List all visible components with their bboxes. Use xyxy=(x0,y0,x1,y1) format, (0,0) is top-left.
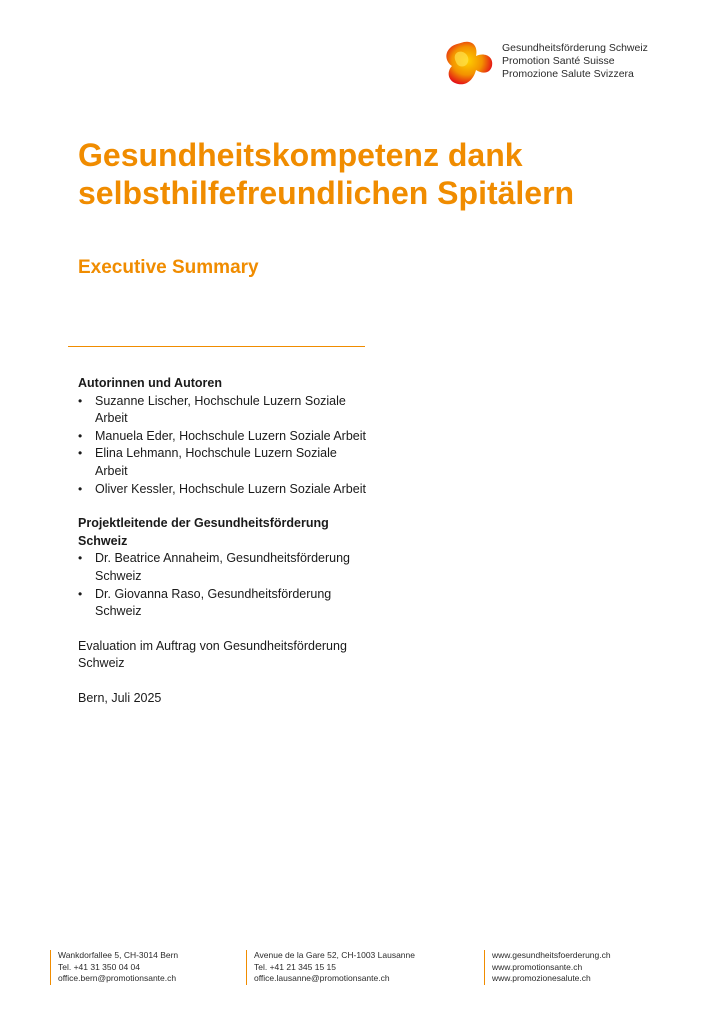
organization-logo xyxy=(444,40,684,86)
place-date: Bern, Juli 2025 xyxy=(78,690,162,705)
page-footer xyxy=(0,950,724,990)
divider-line xyxy=(68,346,365,347)
title-line-1: Gesundheitskompetenz dank xyxy=(78,137,523,173)
author-name: Oliver Kessler, Hochschule Luzern Soziale Arbeit xyxy=(95,481,366,496)
title-line-2: selbsthilfefreundlichen Spitälern xyxy=(78,175,575,211)
authors-list xyxy=(78,393,368,499)
list-item xyxy=(78,481,368,499)
credits-section xyxy=(78,375,368,708)
authors-heading: Autorinnen und Autoren xyxy=(78,376,222,390)
list-item xyxy=(78,550,368,585)
logo-text xyxy=(502,42,648,81)
footer-bern xyxy=(50,950,178,985)
list-item xyxy=(78,393,368,428)
footer-web-link-fr[interactable]: www.promotionsante.ch xyxy=(492,961,583,972)
logo-mark-icon xyxy=(444,40,496,86)
footer-lausanne-address: Avenue de la Gare 52, CH-1003 Lausanne xyxy=(254,950,415,960)
footer-lausanne-phone: Tel. +41 21 345 15 15 xyxy=(254,961,336,972)
document-title xyxy=(78,136,678,212)
project-leads-list xyxy=(78,550,368,620)
evaluation-note: Evaluation im Auftrag von Gesundheitsförderung Schweiz xyxy=(78,638,347,671)
list-item xyxy=(78,586,368,621)
footer-bern-address: Wankdorfallee 5, CH-3014 Bern xyxy=(58,950,179,960)
author-name: Manuela Eder, Hochschule Luzern Soziale Arbeit xyxy=(95,428,366,443)
list-item xyxy=(78,428,368,446)
project-lead-name: Dr. Giovanna Raso, Gesundheitsförderung Schweiz xyxy=(95,586,332,619)
bullet-icon: • xyxy=(78,393,83,408)
footer-lausanne-email[interactable]: office.lausanne@promotionsante.ch xyxy=(254,973,390,983)
bullet-icon: • xyxy=(78,446,83,461)
document-subtitle: Executive Summary xyxy=(78,257,259,278)
bullet-icon: • xyxy=(78,481,83,496)
logo-line-de: Gesundheitsförderung Schweiz xyxy=(502,42,648,54)
author-name: Suzanne Lischer, Hochschule Luzern Soziale Arbeit xyxy=(95,393,346,426)
logo-line-it: Promozione Salute Svizzera xyxy=(502,68,634,80)
bullet-icon: • xyxy=(78,586,83,601)
footer-web-link-de[interactable]: www.gesundheitsfoerderung.ch xyxy=(492,950,611,960)
bullet-icon: • xyxy=(78,428,83,443)
footer-bern-email[interactable]: office.bern@promotionsante.ch xyxy=(58,973,177,983)
footer-web xyxy=(484,950,611,985)
footer-lausanne xyxy=(246,950,415,985)
project-lead-name: Dr. Beatrice Annaheim, Gesundheitsförderung Schweiz xyxy=(95,551,351,583)
logo-line-fr: Promotion Santé Suisse xyxy=(502,55,615,67)
footer-bern-phone: Tel. +41 31 350 04 04 xyxy=(58,961,140,972)
bullet-icon: • xyxy=(78,551,83,566)
footer-web-link-it[interactable]: www.promozionesalute.ch xyxy=(492,973,591,983)
list-item xyxy=(78,445,368,480)
author-name: Elina Lehmann, Hochschule Luzern Soziale Arbeit xyxy=(95,446,337,478)
project-leads-heading: Projektleitende der Gesundheitsförderung Schweiz xyxy=(78,516,329,548)
